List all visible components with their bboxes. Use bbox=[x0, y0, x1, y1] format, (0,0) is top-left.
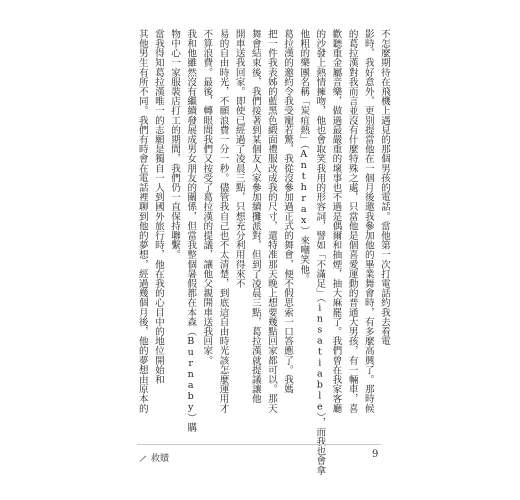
text-column-5: 的沙發上熱情擁吻，他也會取笑我用的形容詞，譬如「不滿足」（insatiable），而我也會拿 bbox=[314, 29, 326, 475]
book-title: 救贖 bbox=[151, 454, 170, 464]
running-footer bbox=[139, 451, 169, 464]
text-column-3: 的葛拉漢對我而言並沒有什麼特殊之處，只當他是個喜愛運動的普通大男孩，有一輛車，喜 bbox=[346, 29, 358, 413]
text-column-2: 影時，我好意外，更別提當他在一個月後邀我參加他的畢業舞會時，有多麼高興了。那時候 bbox=[362, 29, 374, 413]
text-column-7: 葛拉漢的邀約令我受寵若驚，我從沒參加過正式的舞會，便不假思索一口答應了。我媽 bbox=[282, 29, 294, 394]
text-column-8: 把一件我表姊的藍黑色緞面禮服改成我的尺寸，還特准那天晚上想要幾點回家都可以。那天 bbox=[265, 29, 277, 413]
text-column-11: 易的自由時光，不願浪費一分一秒。儘管我自己也不太清楚，到底這自由時光該怎麼運用才 bbox=[217, 29, 229, 413]
page-number: 9 bbox=[372, 449, 379, 460]
text-column-15: 當我得知葛拉漢唯一的志願是獨自一人到國外旅行時，他在我的心目中的地位開始和 bbox=[152, 29, 164, 385]
text-column-10: 開車送我回家。即使已經過了凌晨三點，只想充分利用得來不 bbox=[233, 29, 245, 289]
quill-icon bbox=[139, 454, 147, 462]
text-column-1: 不怎麼期待在飛機上遇見的那個男孩的電話。當他第一次打電話約我去看電 bbox=[378, 29, 390, 346]
text-column-4: 歡聽重金屬音樂，做過最嚴重的壞事也不過是偶爾和抽煙，抽大麻罷了。我們曾在我家客廳 bbox=[330, 29, 342, 413]
text-column-6: 他粗的樂團名稱「炭疽熱」（Anthrax）來嘲笑他。 bbox=[298, 29, 310, 284]
text-column-9: 舞會結束後，我們接著到某個友人家參加續攤派對，但到了凌晨三點，葛拉漢就提議讓他 bbox=[249, 29, 261, 404]
footer-divider bbox=[137, 444, 381, 445]
text-column-13: 我和他雖然沒有繼續發展成男女朋友的關係，但當我整個暑假都在本森（Burnaby）購 bbox=[185, 29, 197, 433]
text-column-16: 其他男生有所不同。我們有時會在電話裡聊到他的夢想，經過幾個月後，他的夢想由原本的 bbox=[136, 29, 148, 413]
text-column-14: 物中心一家服裝店打工的期間，我們仍一直保持聯繫。 bbox=[169, 29, 181, 260]
text-column-12: 不算浪費。最後，轉眼間我們又按受了葛拉漢的提議，讓他父親開車送我回家。 bbox=[201, 29, 213, 365]
